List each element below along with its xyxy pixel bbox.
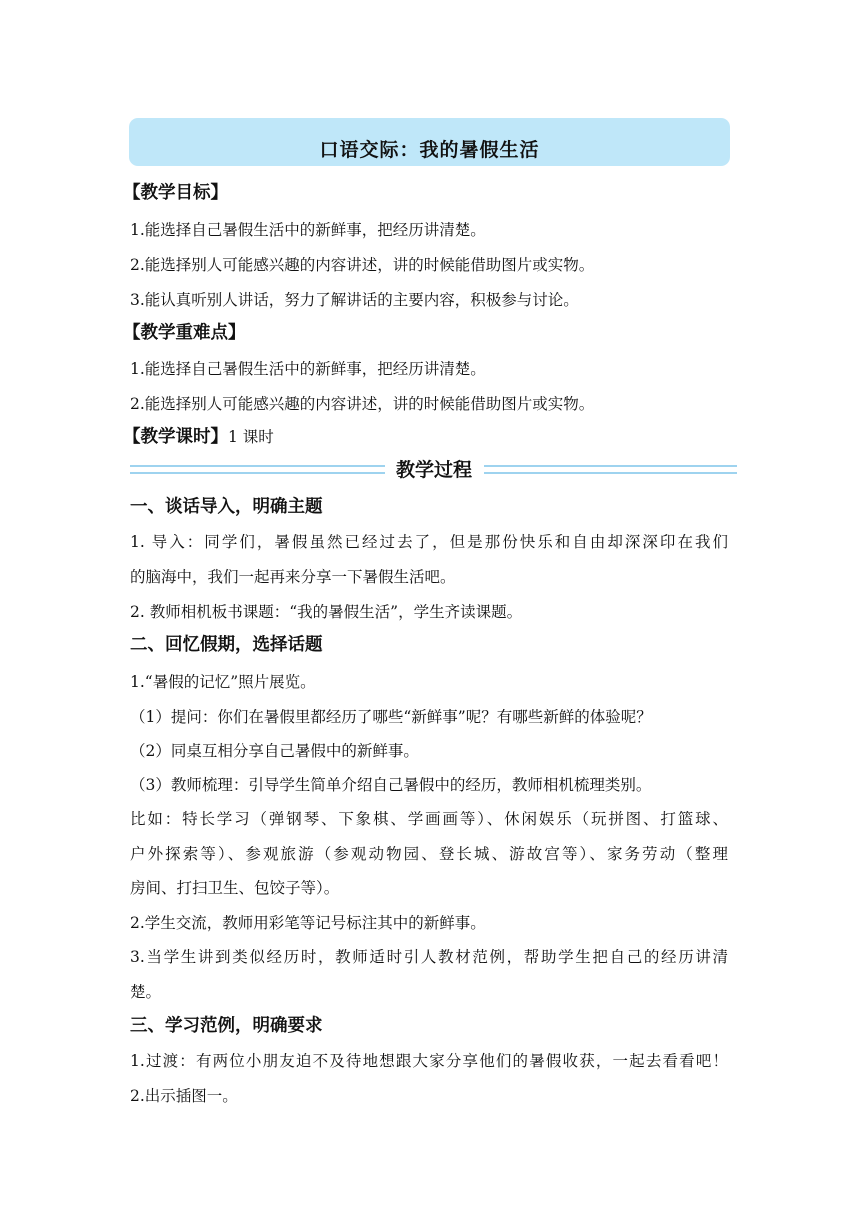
section2-line: （3）教师梳理：引导学生简单介绍自己暑假中的经历，教师相机梳理类别。 xyxy=(130,776,652,794)
class-hours-row xyxy=(123,426,274,448)
section1-heading: 一、谈话导入，明确主题 xyxy=(130,497,323,517)
section3-line: 2.出示插图一。 xyxy=(130,1087,238,1105)
section2-line: 2.学生交流，教师用彩笔等记号标注其中的新鲜事。 xyxy=(130,914,486,932)
section2-line: 户外探索等）、参观旅游（参观动物园、登长城、游故宫等）、家务劳动（整理 xyxy=(130,845,728,863)
objective-item: 2.能选择别人可能感兴趣的内容讲述，讲的时候能借助图片或实物。 xyxy=(130,256,595,274)
title-banner xyxy=(129,118,730,166)
section2-line: 1.“暑假的记忆”照片展览。 xyxy=(130,673,316,691)
section3-heading: 三、学习范例，明确要求 xyxy=(130,1016,323,1036)
objectives-heading: 【教学目标】 xyxy=(123,183,228,203)
section3-line: 1.过渡：有两位小朋友迫不及待地想跟大家分享他们的暑假收获，一起去看看吧！ xyxy=(130,1052,728,1070)
objective-item: 1.能选择自己暑假生活中的新鲜事，把经历讲清楚。 xyxy=(130,221,486,239)
section2-line: 3.当学生讲到类似经历时，教师适时引人教材范例，帮助学生把自己的经历讲清 xyxy=(130,948,728,966)
section2-line: （2）同桌互相分享自己暑假中的新鲜事。 xyxy=(130,742,419,760)
section1-line: 的脑海中，我们一起再来分享一下暑假生活吧。 xyxy=(130,568,456,586)
divider-left xyxy=(130,463,385,477)
section2-line: 比如：特长学习（弹钢琴、下象棋、学画画等）、休闲娱乐（玩拼图、打篮球、 xyxy=(130,810,728,828)
class-hours-value: 1 课时 xyxy=(228,428,274,446)
section1-line: 2. 教师相机板书课题：“我的暑假生活”，学生齐读课题。 xyxy=(130,603,523,621)
section2-line: 房间、打扫卫生、包饺子等）。 xyxy=(130,879,340,897)
class-hours-heading: 【教学课时】 xyxy=(123,427,228,447)
process-title: 教学过程 xyxy=(395,459,472,481)
section2-line: 楚。 xyxy=(130,983,162,1001)
section2-heading: 二、回忆假期，选择话题 xyxy=(130,635,323,655)
section1-line: 1. 导入：同学们，暑假虽然已经过去了，但是那份快乐和自由却深深印在我们 xyxy=(130,533,728,551)
key-points-heading: 【教学重难点】 xyxy=(123,323,246,343)
key-point-item: 2.能选择别人可能感兴趣的内容讲述，讲的时候能借助图片或实物。 xyxy=(130,395,595,413)
divider-right xyxy=(484,463,737,477)
objective-item: 3.能认真听别人讲话，努力了解讲话的主要内容，积极参与讨论。 xyxy=(130,291,579,309)
section2-line: （1）提问：你们在暑假里都经历了哪些“新鲜事”呢？有哪些新鲜的体验呢？ xyxy=(130,708,652,726)
page-title: 口语交际：我的暑假生活 xyxy=(319,138,540,161)
key-point-item: 1.能选择自己暑假生活中的新鲜事，把经历讲清楚。 xyxy=(130,360,486,378)
